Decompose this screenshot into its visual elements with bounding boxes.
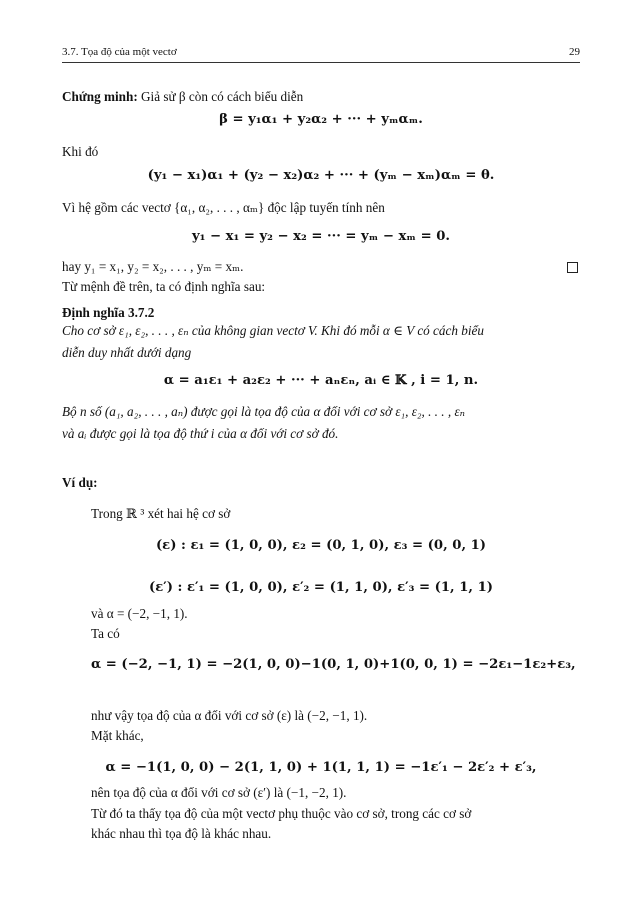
page (62, 0, 580, 903)
proof-intro (62, 88, 303, 106)
example-line-1: Trong ℝ ³ xét hai hệ cơ sở (91, 506, 231, 521)
example-alpha: và α = (−2, −1, 1). (91, 606, 188, 621)
qed-square-icon (567, 262, 578, 273)
example-remark-1: Từ đó ta thấy tọa độ của một vectơ phụ thuộc vào cơ sở, trong các cơ sở (91, 806, 472, 821)
example-basis-1: (ε) : ε₁ = (1, 0, 0), ε₂ = (0, 1, 0), ε₃ = (0, 0, 1) (155, 538, 487, 553)
example-coord-2: nên tọa độ của α đối với cơ sở (ε′) là (−1, −2, 1). (91, 785, 347, 800)
section-title: 3.7. Tọa độ của một vectơ (62, 46, 177, 58)
example-equation-1: α = (−2, −1, 1) = −2(1, 0, 0)−1(0, 1, 0)+1(0, 0, 1) = −2ε₁−1ε₂+ε₃, (91, 657, 576, 672)
definition-line-1: Cho cơ sở ε₁, ε₂, . . . , εₙ của không gian vectơ V. Khi đó mỗi α ∈ V có cách biểu (62, 323, 484, 338)
proof-since: Vì hệ gồm các vectơ {α₁, α₂, . . . , αₘ} độc lập tuyến tính nên (62, 200, 385, 215)
example-equation-2: α = −1(1, 0, 0) − 2(1, 1, 0) + 1(1, 1, 1) = −1ε′₁ − 2ε′₂ + ε′₃, (105, 760, 537, 775)
example-remark-2: khác nhau thì tọa độ là khác nhau. (91, 826, 272, 841)
proof-conclusion: hay y₁ = x₁, y₂ = x₂, . . . , yₘ = xₘ. (62, 259, 244, 274)
proof-equation-2: (y₁ − x₁)α₁ + (y₂ − x₂)α₂ + ··· + (yₘ − xₘ)αₘ = θ. (147, 168, 495, 183)
proof-then: Khi đó (62, 144, 99, 159)
page-number: 29 (569, 46, 580, 58)
definition-line-2: diễn duy nhất dưới dạng (62, 345, 192, 360)
example-basis-2: (ε′) : ε′₁ = (1, 0, 0), ε′₂ = (1, 1, 0), ε′₃ = (1, 1, 1) (148, 580, 493, 595)
example-other: Mặt khác, (91, 728, 144, 743)
proof-equation-3: y₁ − x₁ = y₂ − x₂ = ··· = yₘ − xₘ = 0. (191, 229, 451, 244)
definition-title: Định nghĩa 3.7.2 (62, 305, 155, 320)
definition-equation: α = a₁ε₁ + a₂ε₂ + ··· + aₙεₙ, aᵢ ∈ 𝕂 , i = 1, n. (163, 373, 479, 388)
example-coord-1: như vậy tọa độ của α đối với cơ sở (ε) là (−2, −1, 1). (91, 708, 368, 723)
example-we-have: Ta có (91, 626, 120, 641)
running-head (62, 46, 580, 58)
header-rule (62, 62, 580, 63)
proof-next: Từ mệnh đề trên, ta có định nghĩa sau: (62, 279, 266, 294)
example-title: Ví dụ: (62, 475, 98, 490)
proof-intro-text: Giả sử β còn có cách biểu diễn (141, 89, 304, 104)
proof-label: Chứng minh: (62, 89, 138, 104)
definition-line-3: Bộ n số (a₁, a₂, . . . , aₙ) được gọi là tọa độ của α đối với cơ sở ε₁, ε₂, . . . , εₙ (62, 404, 465, 419)
proof-equation-1: β = y₁α₁ + y₂α₂ + ··· + yₘαₘ. (219, 112, 423, 127)
definition-line-4: và aᵢ được gọi là tọa độ thứ i của α đối với cơ sở đó. (62, 426, 339, 441)
